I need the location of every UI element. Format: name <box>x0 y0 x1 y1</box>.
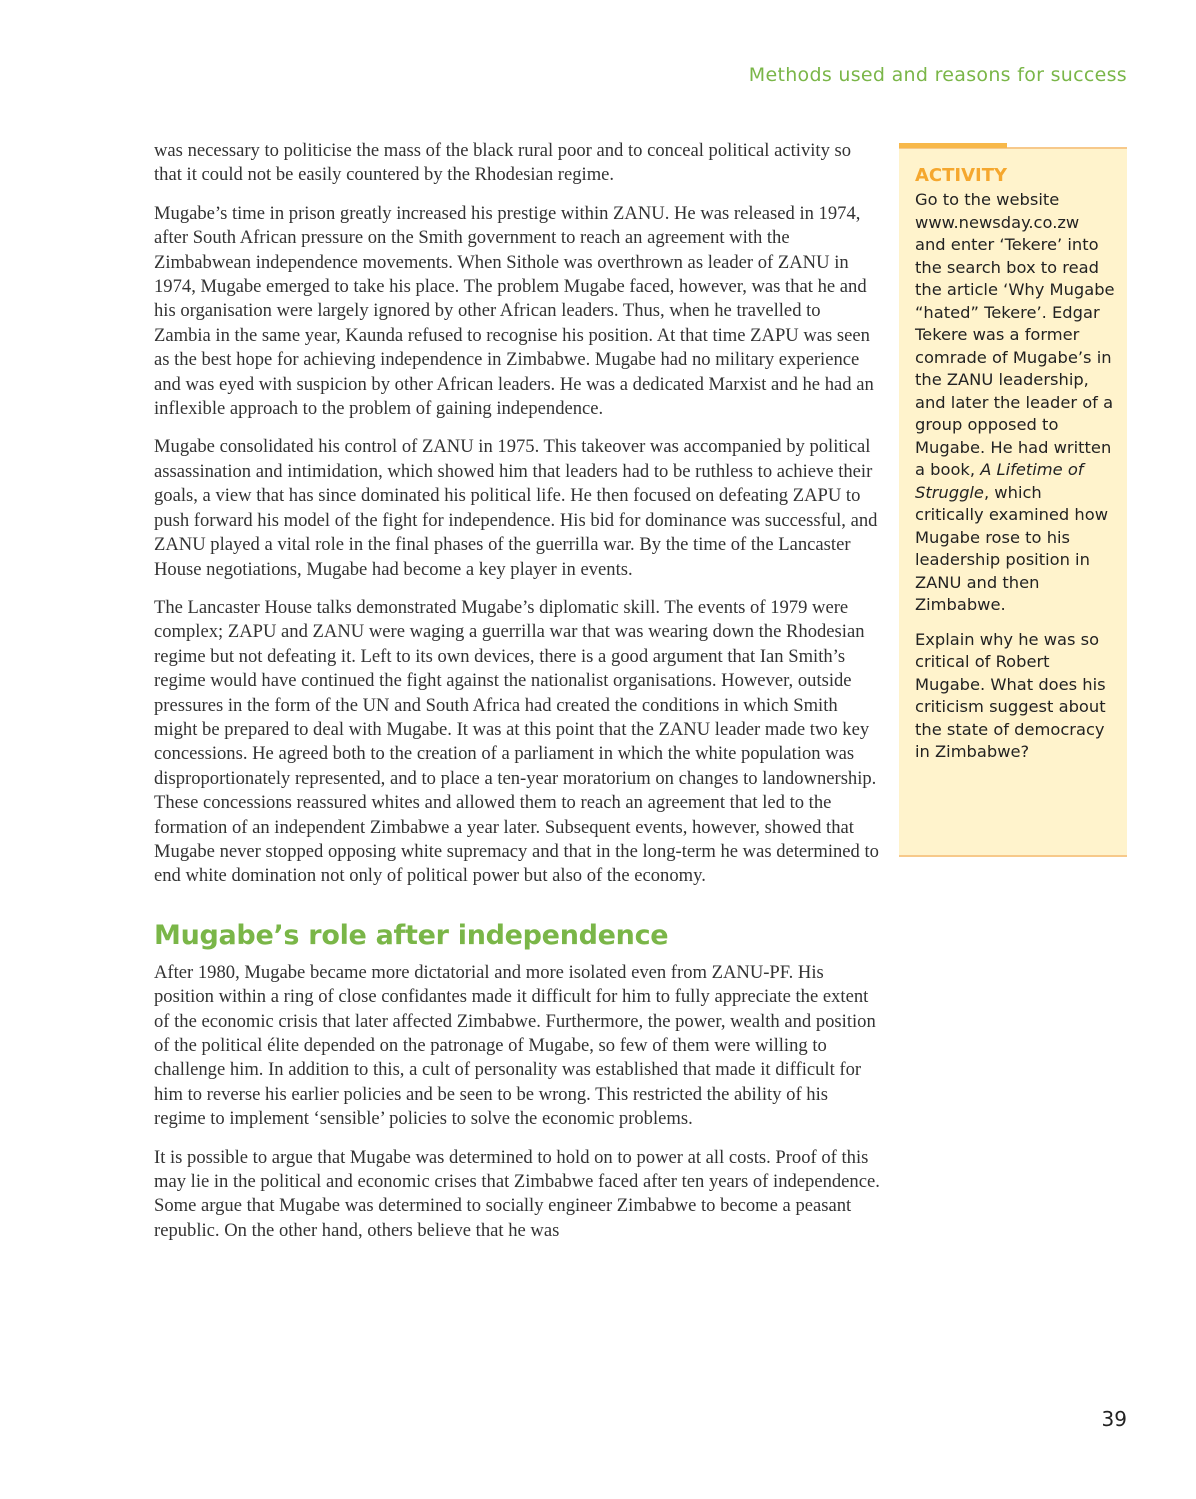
page-number: 39 <box>1101 1407 1127 1431</box>
activity-tab-accent <box>899 143 1007 148</box>
activity-question: Explain why he was so critical of Robert Mugabe. What does his criticism suggest about the state of democracy in Zimbabwe? <box>915 629 1106 761</box>
body-paragraph: Mugabe consolidated his control of ZANU in 1975. This takeover was accompanied by political assassination and intimidation, which showed him that leaders had to be ruthless to achieve their goals, a view that has since dominated his political life. He then focused on defeating ZAPU to push forward his model of the fight for independence. His bid for dominance was successful, and ZANU played a vital role in the final phases of the guerrilla war. By the time of the Lancaster House negotiations, Mugabe had become a key player in events. <box>154 436 878 580</box>
running-header: Methods used and reasons for success <box>748 64 1127 86</box>
main-text-column <box>154 139 880 1257</box>
body-paragraph: It is possible to argue that Mugabe was determined to hold on to power at all costs. Proof of this may lie in the political and economic crises that Zimbabwe faced after ten years of independence. Some argue that Mugabe was determined to socially engineer Zimbabwe to become a peasant republic. On the other hand, others believe that he was <box>154 1146 880 1241</box>
body-paragraph: After 1980, Mugabe became more dictatorial and more isolated even from ZANU-PF. His position within a ring of close confidantes made it difficult for him to fully appreciate the extent of the economic crisis that later affected Zimbabwe. Furthermore, the power, wealth and position of the political élite depended on the patronage of Mugabe, so few of them were willing to challenge him. In addition to this, a cult of personality was established that made it difficult for him to reverse his earlier policies and be seen to be wrong. This restricted the ability of his regime to implement ‘sensible’ policies to solve the economic problems. <box>154 961 876 1130</box>
book-title: A Lifetime of Struggle <box>915 460 1084 502</box>
activity-instructions <box>915 189 1115 617</box>
activity-text-part: , which critically examined how Mugabe rose to his leadership position in ZANU and then Zimbabwe. <box>915 482 1109 614</box>
activity-box <box>899 147 1127 857</box>
activity-heading: ACTIVITY <box>915 165 1008 186</box>
section-heading: Mugabe’s role after independence <box>154 919 669 951</box>
body-paragraph: The Lancaster House talks demonstrated Mugabe’s diplomatic skill. The events of 1979 were complex; ZAPU and ZANU were waging a guerrilla war that was wearing down the Rhodesian regime but not defeating it. Left to its own devices, there is a good argument that Ian Smith’s regime would have continued the fight against the nationalist organisations. However, outside pressures in the form of the UN and South Africa had created the conditions in which Smith might be prepared to deal with Mugabe. It was at this point that the ZANU leader made two key concessions. He agreed both to the creation of a parliament in which the white population was disproportionately represented, and to place a ten-year moratorium on changes to landownership. These concessions reassured whites and allowed them to reach an agreement that led to the formation of an independent Zimbabwe a year later. Subsequent events, however, showed that Mugabe never stopped opposing white supremacy and that in the long-term he was determined to end white domination not only of political power but also of the economy. <box>154 596 879 887</box>
activity-text-part: Go to the website www.newsday.co.zw and enter ‘Tekere’ into the search box to read the article ‘Why Mugabe “hated” Tekere’. Edgar Tekere was a former comrade of Mugabe’s in the ZANU leadership, and later the leader of a group opposed to Mugabe. He had written a book, <box>915 190 1115 479</box>
body-paragraph: was necessary to politicise the mass of the black rural poor and to conceal political activity so that it could not be easily countered by the Rhodesian regime. <box>154 140 852 186</box>
body-paragraph: Mugabe’s time in prison greatly increased his prestige within ZANU. He was released in 1974, after South African pressure on the Smith government to reach an agreement with the Zimbabwean independence movements. When Sithole was overthrown as leader of ZANU in 1974, Mugabe emerged to take his place. The problem Mugabe faced, however, was that he and his organisation were largely ignored by other African leaders. Thus, when he travelled to Zambia in the same year, Kaunda refused to recognise his position. At that time ZAPU was seen as the best hope for achieving independence in Zimbabwe. Mugabe had no military experience and was eyed with suspicion by other African leaders. He was a dedicated Marxist and he had an inflexible approach to the problem of gaining independence. <box>154 202 874 420</box>
